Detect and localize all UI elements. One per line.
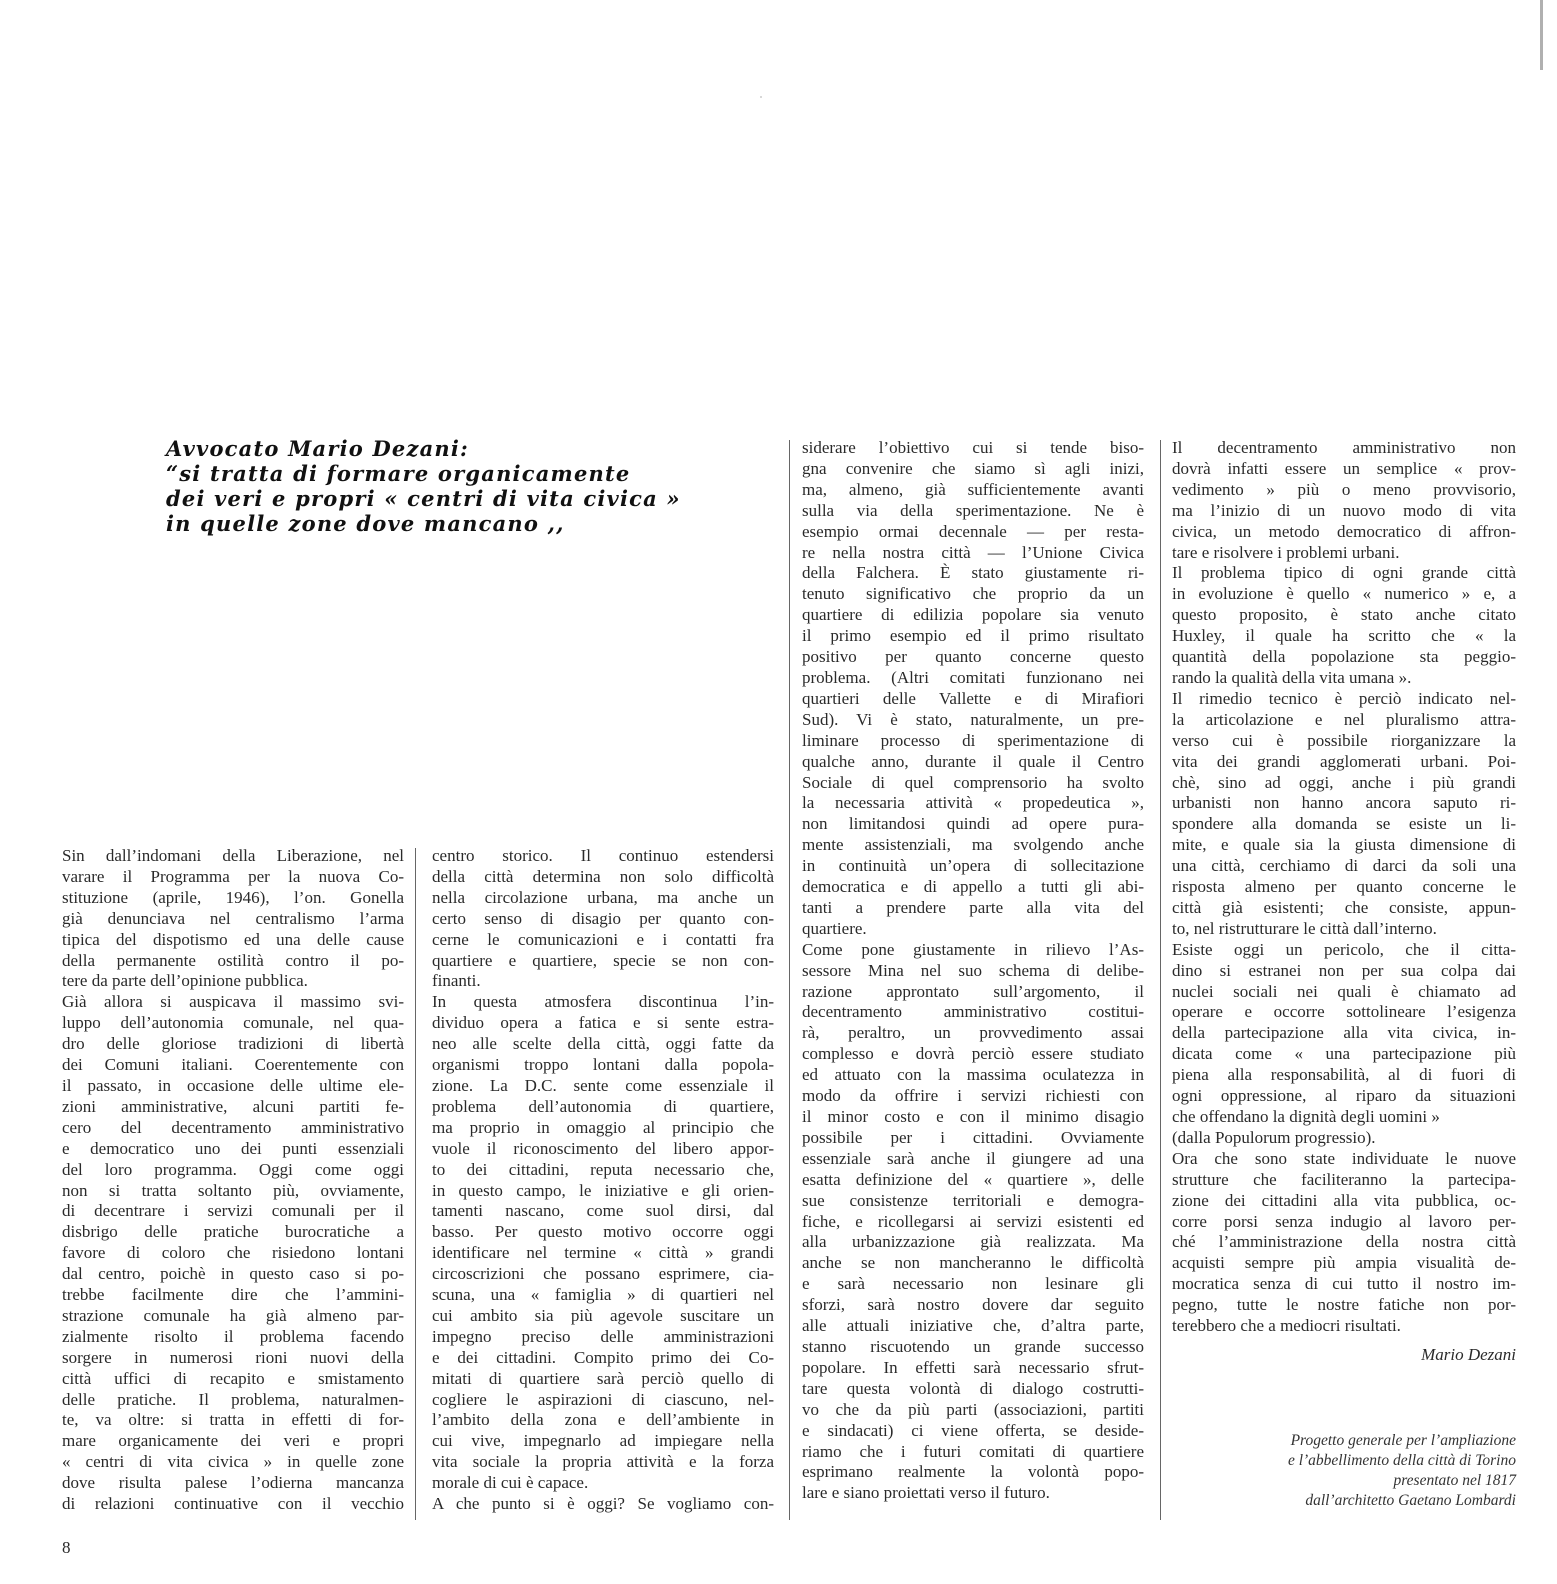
- text-line: (dalla Populorum progressio).: [1172, 1127, 1376, 1147]
- column-divider: [789, 440, 790, 1520]
- headline-line: dei veri e propri « centri di vita civica »: [166, 486, 681, 511]
- text-line: quartiere.: [802, 918, 867, 938]
- text-line: ogni oppressione, al riparo da situazioni: [1172, 1086, 1516, 1106]
- text-line: in continuità un’opera di sollecitazione: [802, 856, 1144, 876]
- text-line: varare il Programma per la nuova Co-: [62, 866, 404, 886]
- text-line: A che punto si è oggi? Se vogliamo con-: [432, 1494, 774, 1514]
- text-line: del loro programma. Oggi come oggi: [62, 1159, 404, 1179]
- text-line: mente assistenziali, ma svolgendo anche: [802, 835, 1144, 855]
- text-line: e democratico uno dei punti essenziali: [62, 1138, 404, 1158]
- text-line: non si tratta soltanto più, ovviamente,: [62, 1180, 404, 1200]
- text-line: mare organicamente dei veri e propri: [62, 1431, 404, 1451]
- text-line: Sin dall’indomani della Liberazione, nel: [62, 846, 404, 865]
- text-line: Sociale di quel comprensorio ha svolto: [802, 772, 1144, 792]
- text-column-1: [62, 846, 404, 1515]
- text-line: della partecipazione alla vita civica, in-: [1172, 1023, 1516, 1043]
- text-line: mocratica senza di cui tutto il nostro im-: [1172, 1274, 1516, 1294]
- text-line: alle attuali iniziative che, d’altra parte,: [802, 1316, 1144, 1336]
- text-line: « centri di vita civica » in quelle zone: [62, 1452, 404, 1472]
- text-line: e sarà necessario non lesinare gli: [802, 1274, 1144, 1294]
- headline-line: Avvocato Mario Dezani:: [166, 436, 469, 461]
- page-edge-line: [1540, 0, 1543, 70]
- text-line: to dei cittadini, reputa necessario che,: [432, 1159, 774, 1179]
- text-line: tenuto significativo che proprio da un: [802, 584, 1144, 604]
- text-line: Sud). Vi è stato, naturalmente, un pre-: [802, 709, 1144, 729]
- text-line: re nella nostra città — l’Unione Civica: [802, 542, 1144, 562]
- text-line: zioni amministrative, alcuni partiti fe-: [62, 1096, 404, 1116]
- text-line: vita dei grandi agglomerati urbani. Poi-: [1172, 751, 1516, 771]
- text-line: disbrigo delle pratiche burocratiche a: [62, 1222, 404, 1242]
- text-line: qualche anno, durante il quale il Centro: [802, 751, 1144, 771]
- text-line: di decentrare i servizi comunali per il: [62, 1201, 404, 1221]
- column-divider: [415, 848, 416, 1520]
- text-line: la necessaria attività « propedeutica »,: [802, 793, 1144, 813]
- text-line: Esiste oggi un pericolo, che il citta-: [1172, 939, 1516, 959]
- text-line: risposta almeno per quanto concerne le: [1172, 877, 1516, 897]
- text-line: esatta definizione del « quartiere », delle: [802, 1169, 1144, 1189]
- text-line: problema dell’autonomia di quartiere,: [432, 1096, 774, 1116]
- text-line: che offendano la dignità degli uomini »: [1172, 1107, 1440, 1126]
- text-line: Huxley, il quale ha scritto che « la: [1172, 626, 1516, 646]
- text-line: l’ambito della zona e dell’ambiente in: [432, 1410, 774, 1430]
- text-column-4: [1172, 438, 1516, 1337]
- caption-line: e l’abbellimento della città di Torino: [1287, 1452, 1516, 1469]
- text-line: dro delle gloriose tradizioni di libertà: [62, 1034, 404, 1054]
- headline-line: “si tratta di formare organicamente: [166, 461, 631, 486]
- text-line: modo da offrire i servizi richiesti con: [802, 1086, 1144, 1106]
- text-line: zione dei cittadini alla vita pubblica, oc-: [1172, 1190, 1516, 1210]
- text-line: corre porsi senza indugio al lavoro per-: [1172, 1211, 1516, 1231]
- text-line: quartieri delle Vallette e di Mirafiori: [802, 688, 1144, 708]
- text-line: terebbero che a mediocri risultati.: [1172, 1316, 1401, 1336]
- text-line: mitati di quartiere sarà perciò quello di: [432, 1368, 774, 1388]
- text-line: circoscrizioni che possano esprimere, cia-: [432, 1264, 774, 1284]
- text-line: anche se non mancheranno le difficoltà: [802, 1253, 1144, 1273]
- text-line: tare questa volontà di dialogo costrutti-: [802, 1378, 1144, 1398]
- text-line: verso cui è possibile riorganizzare la: [1172, 730, 1516, 750]
- text-line: essenziale sarà anche il giungere ad una: [802, 1148, 1144, 1168]
- text-line: civica, un metodo democratico di affron-: [1172, 521, 1516, 541]
- text-line: la articolazione e nel pluralismo attra-: [1172, 709, 1517, 729]
- text-line: decentramento amministrativo costitui-: [802, 1002, 1144, 1022]
- text-line: identificare nel termine « città » grandi: [432, 1243, 774, 1263]
- text-line: vo che da più parti (associazioni, partiti: [802, 1399, 1144, 1419]
- text-line: ché l’amministrazione della nostra città: [1172, 1232, 1516, 1252]
- text-line: dove risulta palese l’odierna mancanza: [62, 1473, 404, 1493]
- text-line: quartiere di edilizia popolare sia venuto: [802, 605, 1144, 625]
- text-line: in questo campo, le iniziative e gli orien-: [432, 1180, 774, 1200]
- text-line: tare e risolvere i problemi urbani.: [1172, 542, 1400, 562]
- text-line: cero del decentramento amministrativo: [62, 1117, 404, 1137]
- text-line: delle pratiche. Il problema, naturalmen-: [62, 1389, 404, 1409]
- text-line: piena alla responsabilità, al di fuori di: [1172, 1065, 1516, 1085]
- text-line: problema. (Altri comitati funzionano nei: [802, 667, 1144, 687]
- caption-line: Progetto generale per l’ampliazione: [1290, 1432, 1516, 1449]
- text-line: ma, almeno, già sufficientemente avanti: [802, 479, 1144, 499]
- text-line: popolare. In effetti sarà necessario sfrut-: [802, 1357, 1144, 1377]
- text-line: sulla via della sperimentazione. Ne è: [802, 500, 1144, 520]
- text-line: trebbe facilmente dire che l’ammini-: [62, 1285, 404, 1305]
- text-line: quantità della popolazione sta peggio-: [1172, 647, 1516, 667]
- text-line: mite, e quale sia la giusta dimensione di: [1172, 835, 1516, 855]
- text-line: ed attuato con la massima oculatezza in: [802, 1065, 1144, 1085]
- text-line: dicata come « una partecipazione più: [1172, 1044, 1516, 1064]
- text-line: In questa atmosfera discontinua l’in-: [432, 992, 774, 1012]
- text-line: lare e siano proiettati verso il futuro.: [802, 1483, 1050, 1503]
- text-line: della Falchera. È stato giustamente ri-: [802, 563, 1144, 583]
- text-line: ma proprio in omaggio al principio che: [432, 1117, 774, 1137]
- text-line: sforzi, sarà nostro dovere dar seguito: [802, 1295, 1145, 1315]
- text-line: liminare processo di sperimentazione di: [802, 730, 1144, 750]
- headline-line: in quelle zone dove mancano ,,: [166, 511, 565, 536]
- print-speck: [760, 96, 762, 98]
- text-line: Come pone giustamente in rilievo l’As-: [802, 939, 1144, 959]
- text-line: gna convenire che siamo sì agli inizi,: [802, 458, 1144, 478]
- text-line: sorgere in numerosi rioni nuovi della: [62, 1347, 404, 1367]
- text-line: cui ambito sia più agevole suscitare un: [432, 1305, 774, 1325]
- text-line: alla urbanizzazione già realizzata. Ma: [802, 1232, 1144, 1252]
- text-line: organismi troppo lontani dalla popola-: [432, 1055, 774, 1075]
- caption-line: presentato nel 1817: [1393, 1472, 1516, 1489]
- author-signature: Mario Dezani: [1421, 1345, 1516, 1364]
- article-headline: [166, 436, 786, 536]
- text-line: nuclei sociali nei quali è chiamato ad: [1172, 981, 1516, 1001]
- text-line: tamenti nascano, come suol dirsi, dal: [432, 1201, 774, 1221]
- text-line: luppo dell’autonomia comunale, nel qua-: [62, 1013, 404, 1033]
- text-line: rà, peraltro, un provvedimento assai: [802, 1023, 1144, 1043]
- text-line: vuole il riconoscimento del libero appor-: [432, 1138, 774, 1158]
- text-line: rando la qualità della vita umana ».: [1172, 667, 1412, 687]
- text-line: acquisti sempre più ampia visualità de-: [1172, 1253, 1516, 1273]
- text-line: il primo esempio ed il primo risultato: [802, 626, 1144, 646]
- text-line: il passato, in occasione delle ultime ele-: [62, 1075, 404, 1095]
- text-line: quartiere e quartiere, specie se non con-: [432, 950, 774, 970]
- text-line: democratica e di appello a tutti gli abi-: [802, 877, 1144, 897]
- column-divider: [1160, 440, 1161, 1520]
- text-line: Il problema tipico di ogni grande città: [1172, 563, 1516, 583]
- text-line: zialmente risolto il problema facendo: [62, 1326, 404, 1346]
- text-line: e sindacati) ci viene offerta, se deside-: [802, 1420, 1144, 1440]
- text-line: della permanente ostilità contro il po-: [62, 950, 405, 970]
- text-line: chè, sino ad oggi, anche i più grandi: [1172, 772, 1516, 792]
- text-line: della città determina non solo difficoltà: [432, 866, 774, 886]
- text-line: una città, cerchiamo di darci da soli una: [1172, 856, 1516, 876]
- text-line: finanti.: [432, 971, 481, 991]
- text-line: tanti a prendere parte alla vita del: [802, 897, 1144, 917]
- text-line: dal centro, poichè in questo caso si po-: [62, 1264, 404, 1284]
- text-line: vita sociale la propria attività e la forza: [432, 1452, 774, 1472]
- text-line: positivo per quanto concerne questo: [802, 647, 1144, 667]
- text-line: siderare l’obiettivo cui si tende biso-: [802, 438, 1144, 457]
- text-line: ma l’inizio di un nuovo modo di vita: [1172, 500, 1516, 520]
- text-line: tipica del dispotismo ed una delle cause: [62, 929, 404, 949]
- text-line: dino si estranei non per sua colpa dai: [1172, 960, 1516, 980]
- text-column-2: [432, 846, 774, 1515]
- text-line: città uffici di recapito e smistamento: [62, 1368, 404, 1388]
- text-line: esprimano realmente la volontà popo-: [802, 1462, 1144, 1482]
- page-number: 8: [62, 1538, 71, 1557]
- text-line: Il decentramento amministrativo non: [1172, 438, 1516, 457]
- text-line: dei Comuni italiani. Coerentemente con: [62, 1055, 405, 1075]
- text-line: certo senso di disagio per quanto con-: [432, 908, 774, 928]
- text-line: fiche, e ricollegarsi ai servizi esistenti ed: [802, 1211, 1144, 1231]
- text-line: città già esistenti; che consiste, appun-: [1172, 897, 1516, 917]
- text-line: operare e occorre sottolineare l’esigenza: [1172, 1002, 1516, 1022]
- text-line: sue consistenze territoriali e demogra-: [802, 1190, 1144, 1210]
- text-line: strazione comunale ha già almeno par-: [62, 1305, 404, 1325]
- text-line: esempio ormai decennale — per resta-: [802, 521, 1144, 541]
- text-line: cogliere le aspirazioni di ciascuno, nel-: [432, 1389, 774, 1409]
- text-line: riamo che i futuri comitati di quartiere: [802, 1441, 1144, 1461]
- text-line: impegno preciso delle amministrazioni: [432, 1326, 774, 1346]
- text-line: vedimento » più o meno provvisorio,: [1172, 479, 1516, 499]
- text-line: complesso e dovrà perciò essere studiato: [802, 1044, 1144, 1064]
- text-line: di relazioni continuative con il vecchio: [62, 1494, 404, 1514]
- text-line: cerne le comunicazioni e i contatti fra: [432, 929, 774, 949]
- text-line: in evoluzione è quello « numerico » e, a: [1172, 584, 1516, 604]
- text-line: sessore Mina nel suo schema di delibe-: [802, 960, 1144, 980]
- text-line: morale di cui è capace.: [432, 1473, 589, 1493]
- text-line: basso. Per questo motivo occorre oggi: [432, 1222, 774, 1242]
- text-line: il minor costo e con il minimo disagio: [802, 1107, 1144, 1126]
- text-line: stanno riscuotendo un grande successo: [802, 1336, 1144, 1356]
- text-line: strutture che faciliteranno la partecipa-: [1172, 1169, 1516, 1189]
- text-line: cui vive, impegnarlo ad impiegare nella: [432, 1431, 774, 1451]
- text-line: te, va oltre: si tratta in effetti di for-: [62, 1410, 404, 1430]
- text-line: zione. La D.C. sente come essenziale il: [432, 1075, 774, 1095]
- text-line: dividuo opera a fatica e si sente estra-: [432, 1013, 774, 1033]
- text-line: già denunciava nel centralismo l’arma: [62, 908, 404, 928]
- text-line: centro storico. Il continuo estendersi: [432, 846, 774, 865]
- text-line: dovrà infatti essere un semplice « prov-: [1172, 458, 1517, 478]
- text-line: razione approntato sull’argomento, il: [802, 981, 1144, 1001]
- text-line: Il rimedio tecnico è perciò indicato nel-: [1172, 688, 1516, 708]
- text-line: possibile per i cittadini. Ovviamente: [802, 1127, 1144, 1147]
- text-line: nella circolazione urbana, ma anche un: [432, 887, 774, 907]
- image-caption: [1172, 1431, 1516, 1511]
- text-line: non limitandosi quindi ad opere pura-: [802, 814, 1144, 834]
- text-line: Ora che sono state individuate le nuove: [1172, 1148, 1516, 1168]
- text-column-3: [802, 438, 1144, 1504]
- text-line: tere da parte dell’opinione pubblica.: [62, 971, 308, 991]
- text-line: scuna, una « famiglia » di quartieri nel: [432, 1285, 774, 1305]
- text-line: stituzione (aprile, 1946), l’on. Gonella: [62, 887, 404, 907]
- text-line: questo proposito, è stato anche citato: [1172, 605, 1516, 625]
- text-line: favore di coloro che risiedono lontani: [62, 1243, 405, 1263]
- text-line: urbanisti non hanno ancora saputo ri-: [1172, 793, 1516, 813]
- caption-line: dall’architetto Gaetano Lombardi: [1305, 1492, 1516, 1509]
- text-line: to, nel ristrutturare le città dall’interno.: [1172, 918, 1437, 938]
- text-line: spondere alla domanda se esiste un li-: [1172, 814, 1516, 834]
- text-line: Già allora si auspicava il massimo svi-: [62, 992, 404, 1012]
- text-line: e dei cittadini. Compito primo dei Co-: [432, 1347, 775, 1367]
- text-line: neo alle scelte della città, oggi fatte da: [432, 1034, 774, 1054]
- text-line: pegno, tutte le nostre fatiche non por-: [1172, 1295, 1516, 1315]
